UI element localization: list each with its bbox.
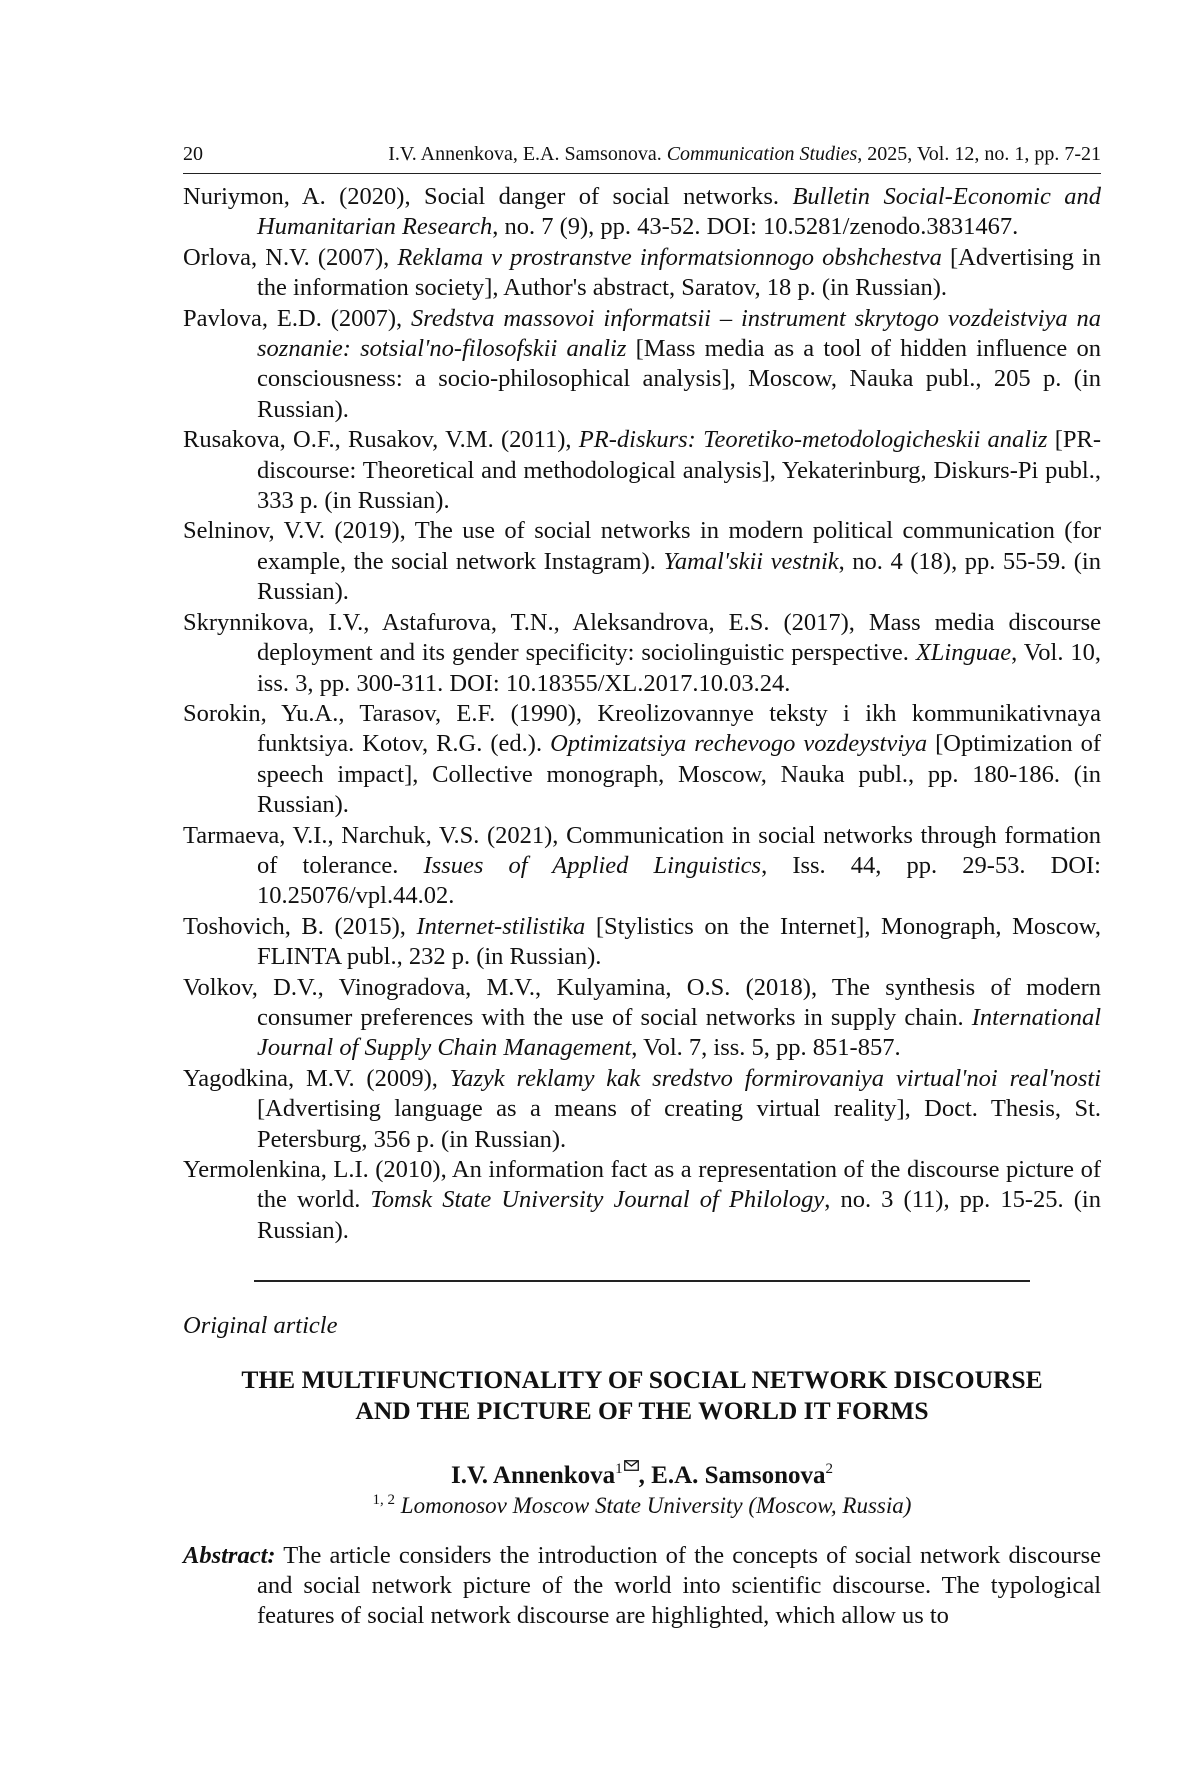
reference-source: Optimizatsiya rechevogo vozdeystviya xyxy=(550,730,928,758)
reference-text: Yagodkina, M.V. (2009), xyxy=(183,1064,450,1092)
article-title xyxy=(183,1364,1101,1426)
reference-item xyxy=(183,1155,1101,1246)
header-journal: Communication Studies xyxy=(666,143,858,165)
reference-details: [Advertising in the information society], Author's abstract, Saratov, 18 p. (in Russian). xyxy=(257,243,1101,302)
abstract-text: The article considers the introduction of the concepts of social network discourse and social network picture of the world into scientific discourse. The typological features of social network discourse are highlighted, which allow us to xyxy=(257,1542,1101,1630)
reference-details: , no. 3 (11), pp. 15-25. (in Russian). xyxy=(257,1186,1101,1244)
reference-item xyxy=(183,425,1101,516)
reference-item xyxy=(183,304,1101,426)
reference-text: Selninov, V.V. (2019), The use of social networks in modern political communication (for example, the social network Instagram). xyxy=(183,517,1101,575)
affiliation-sup: 1, 2 xyxy=(372,1492,396,1509)
reference-details: , Vol. 7, iss. 5, pp. 851-857. xyxy=(631,1034,901,1062)
affiliation-text: Lomonosov Moscow State University (Moscow, Russia) xyxy=(395,1493,912,1519)
reference-source: Yazyk reklamy kak sredstvo formirovaniya virtual'noi real'nosti xyxy=(449,1064,1102,1092)
reference-details: [Mass media as a tool of hidden influence on consciousness: a socio-philosophical analysis], Moscow, Nauka publ., 205 p. (in Russian). xyxy=(257,335,1101,423)
reference-details: [Advertising language as a means of creating virtual reality], Doct. Thesis, St. Petersburg, 356 p. (in Russian). xyxy=(257,1095,1101,1153)
reference-details: [PR-discourse: Theoretical and methodological analysis], Yekaterinburg, Diskurs-Pi publ., 333 p. (in Russian). xyxy=(257,426,1101,515)
reference-text: Tarmaeva, V.I., Narchuk, V.S. (2021), Communication in social networks through formation of tolerance. xyxy=(183,821,1101,879)
reference-details: [Optimization of speech impact], Collective monograph, Moscow, Nauka publ., pp. 180-186. (in Russian). xyxy=(257,730,1101,819)
reference-text: Nuriymon, A. (2020), Social danger of social networks. xyxy=(183,183,793,210)
reference-text: Sorokin, Yu.A., Tarasov, E.F. (1990), Kreolizovannye teksty i ikh kommunikativnaya funktsiya. Kotov, R.G. (ed.). xyxy=(183,699,1101,758)
reference-text: Skrynnikova, I.V., Astafurova, T.N., Aleksandrova, E.S. (2017), Mass media discourse deployment and its gender specificity: sociolinguistic perspective. xyxy=(183,608,1101,667)
abstract-label: Abstract: xyxy=(183,1542,276,1570)
reference-list xyxy=(183,182,1101,1246)
header-authors: I.V. Annenkova, E.A. Samsonova. xyxy=(388,143,667,165)
reference-details: [Stylistics on the Internet], Monograph, Moscow, FLINTA publ., 232 p. (in Russian). xyxy=(257,912,1101,971)
reference-text: Orlova, N.V. (2007), xyxy=(183,243,398,271)
author-name: I.V. Annenkova xyxy=(450,1462,616,1490)
article-type: Original article xyxy=(183,1312,338,1340)
page-number: 20 xyxy=(183,143,203,165)
running-title xyxy=(295,143,1101,166)
running-header xyxy=(183,143,1101,174)
reference-item xyxy=(183,821,1101,912)
reference-source: International Journal of Supply Chain Management xyxy=(257,1003,1101,1062)
page xyxy=(183,143,1101,1631)
reference-details: , no. 7 (9), pp. 43-52. DOI: 10.5281/zenodo.3831467. xyxy=(492,213,1019,241)
reference-source: Sredstva massovoi informatsii – instrument skrytogo vozdeistviya na soznanie: sotsial'no-filosofskii analiz xyxy=(257,304,1101,363)
reference-text: Toshovich, B. (2015), xyxy=(183,912,417,940)
reference-item xyxy=(183,182,1101,243)
reference-details: , Vol. 10, iss. 3, pp. 300-311. DOI: 10.18355/XL.2017.10.03.24. xyxy=(257,639,1101,697)
author-sup: 2 xyxy=(825,1461,834,1478)
reference-source: PR-diskurs: Teoretiko-metodologicheskii analiz xyxy=(578,426,1048,454)
reference-source: Bulletin Social-Economic and Humanitarian Research xyxy=(257,183,1101,241)
reference-details: , Iss. 44, pp. 29-53. DOI: 10.25076/vpl.44.02. xyxy=(257,851,1101,910)
affiliation xyxy=(183,1492,1101,1519)
reference-source: Yamal'skii vestnik xyxy=(663,547,839,575)
reference-source: Issues of Applied Linguistics xyxy=(423,851,762,879)
reference-source: Internet-stilistika xyxy=(416,912,586,940)
reference-details: , no. 4 (18), pp. 55-59. (in Russian). xyxy=(257,547,1101,606)
reference-item xyxy=(183,699,1101,821)
reference-text: Volkov, D.V., Vinogradova, M.V., Kulyamina, O.S. (2018), The synthesis of modern consumer preferences with the use of social networks in supply chain. xyxy=(183,973,1101,1031)
author-separator: , xyxy=(638,1462,652,1490)
reference-text: Yermolenkina, L.I. (2010), An information fact as a representation of the discourse picture of the world. xyxy=(183,1156,1101,1214)
title-line: AND THE PICTURE OF THE WORLD IT FORMS xyxy=(355,1396,929,1426)
reference-item xyxy=(183,912,1101,973)
reference-item xyxy=(183,973,1101,1064)
envelope-icon xyxy=(624,1450,639,1478)
header-details: , 2025, Vol. 12, no. 1, pp. 7-21 xyxy=(857,143,1101,165)
reference-source: Tomsk State University Journal of Philology xyxy=(370,1186,825,1214)
author-sup: 1 xyxy=(615,1461,623,1478)
reference-item xyxy=(183,608,1101,699)
reference-source: Reklama v prostranstve informatsionnogo obshchestva xyxy=(397,243,942,271)
reference-item xyxy=(183,1064,1101,1155)
authors xyxy=(183,1450,1101,1490)
reference-item xyxy=(183,516,1101,607)
abstract xyxy=(183,1541,1101,1631)
reference-text: Pavlova, E.D. (2007), xyxy=(183,304,412,332)
reference-source: XLinguae xyxy=(915,639,1012,667)
title-line: THE MULTIFUNCTIONALITY OF SOCIAL NETWORK DISCOURSE xyxy=(241,1365,1043,1395)
section-separator xyxy=(254,1280,1030,1282)
reference-text: Rusakova, O.F., Rusakov, V.M. (2011), xyxy=(183,426,579,454)
author-name: E.A. Samsonova xyxy=(651,1462,826,1490)
reference-item xyxy=(183,243,1101,304)
